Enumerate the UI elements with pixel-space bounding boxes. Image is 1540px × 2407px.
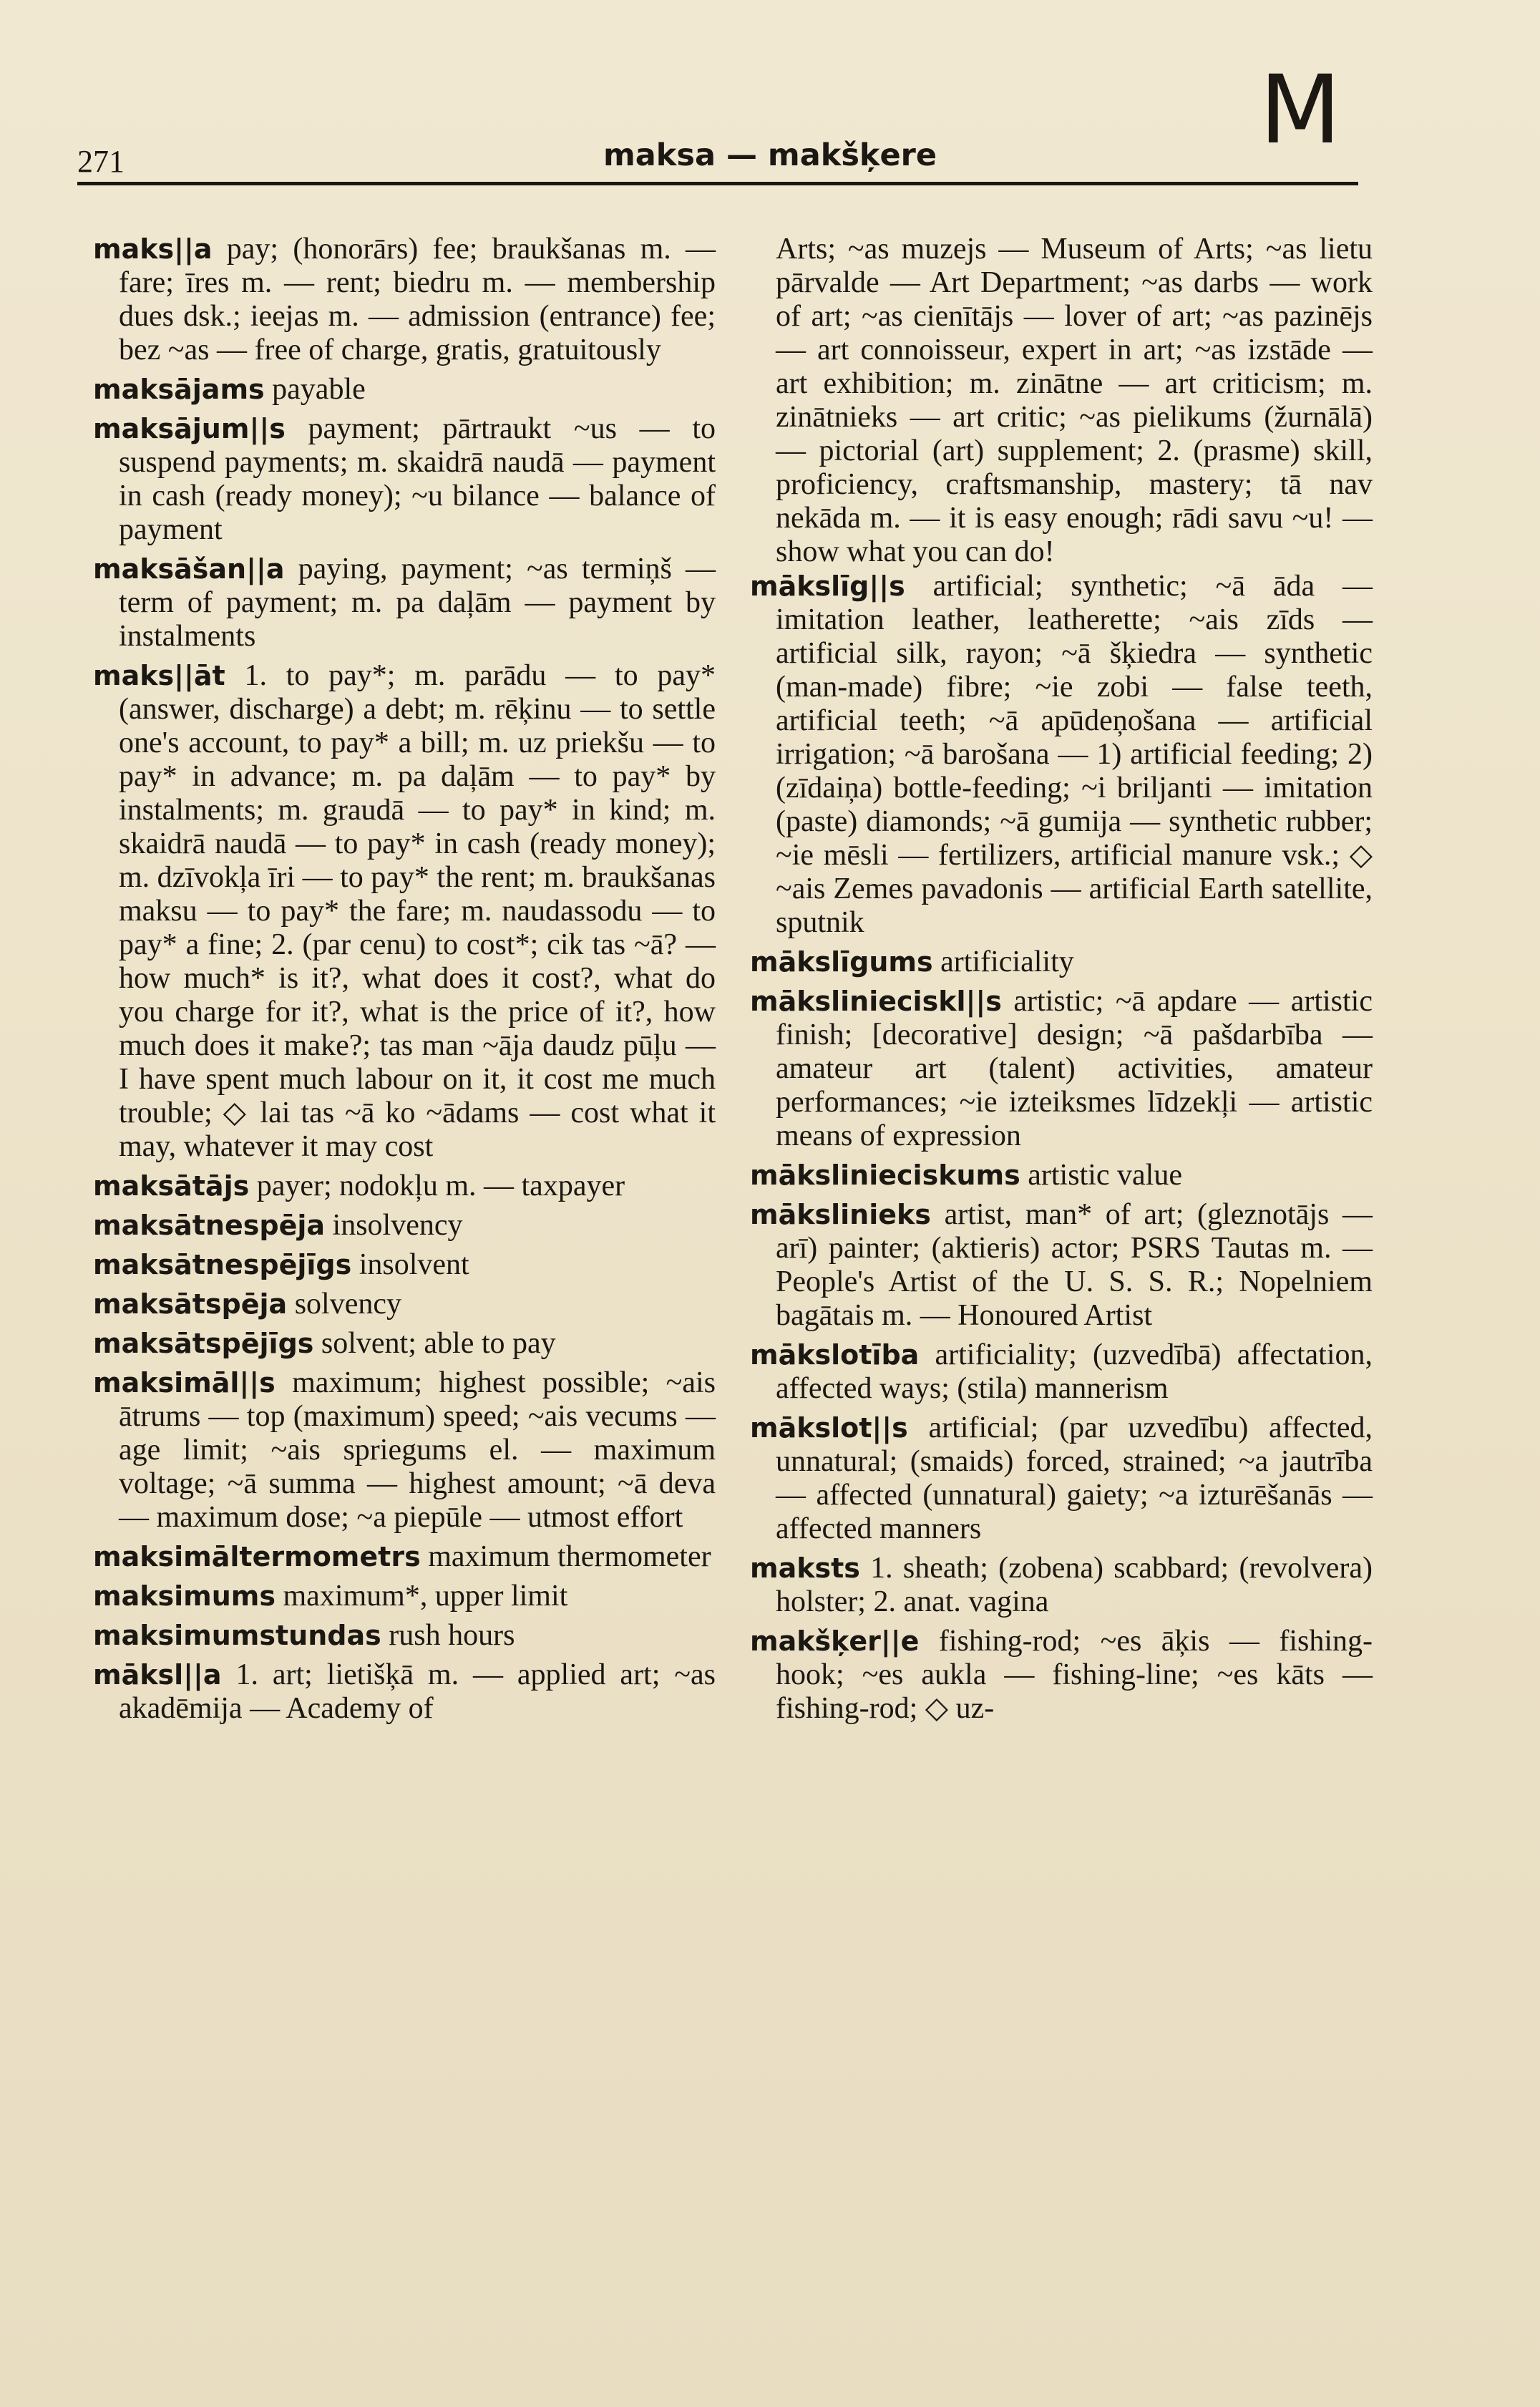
entry-definition: 1. art; lietišķā m. — applied art; ~as akadēmija — Academy of <box>119 1658 716 1725</box>
entry-headword: maksātnespējīgs <box>93 1249 352 1280</box>
dictionary-entry <box>750 945 1373 979</box>
entry-definition: maximum; highest possible; ~ais ātrums — top (maximum) speed; ~ais vecums — age limit; ~ais spriegums el. — maximum voltage; ~ā summa — highest amount; ~ā deva — maximum dose; ~a piepūle — utmost effort <box>119 1366 716 1534</box>
entry-headword: mākslīgums <box>750 946 933 978</box>
entry-definition: insolvent <box>351 1248 469 1281</box>
entry-definition: maximum thermometer <box>420 1540 711 1573</box>
entry-definition: fishing-rod; ~es āķis — fishing-hook; ~es aukla — fishing-line; ~es kāts — fishing-rod; ◇ uz- <box>776 1625 1373 1725</box>
entry-headword: mākslot||s <box>750 1412 908 1444</box>
right-column <box>750 233 1373 1726</box>
entry-headword: maksātspēja <box>93 1288 288 1320</box>
entry-headword: māksl||a <box>93 1659 222 1691</box>
dictionary-entry <box>750 1552 1373 1619</box>
entry-definition: insolvency <box>325 1209 463 1242</box>
entry-headword: mākslinieks <box>750 1199 931 1230</box>
entry-definition: rush hours <box>381 1619 515 1652</box>
dictionary-entry <box>750 985 1373 1153</box>
dictionary-entry <box>750 1338 1373 1406</box>
entry-definition: paying, payment; ~as termiņš — term of payment; m. pa daļām — payment by instalments <box>119 553 716 653</box>
dictionary-entry <box>93 1366 716 1535</box>
dictionary-entry <box>750 1625 1373 1726</box>
dictionary-entry <box>750 570 1373 940</box>
entry-headword: maksimāltermometrs <box>93 1541 421 1572</box>
dictionary-entry <box>750 1159 1373 1192</box>
entry-definition: artistic value <box>1020 1159 1182 1192</box>
entry-definition: payable <box>264 373 366 406</box>
dictionary-entry <box>750 1411 1373 1546</box>
entry-definition: payer; nodokļu m. — taxpayer <box>249 1170 625 1202</box>
dictionary-entry <box>93 1288 716 1321</box>
header-rule <box>77 182 1358 185</box>
entry-headword: mākslinieciskl||s <box>750 986 1002 1017</box>
dictionary-entry <box>93 1540 716 1574</box>
dictionary-entry <box>93 373 716 407</box>
entry-definition: artistic; ~ā apdare — artistic finish; [decorative] design; ~ā pašdarbība — amateur art (talent) activities, amateur performances; ~ie izteiksmes līdzekļi — artistic means of expression <box>776 985 1373 1152</box>
dictionary-entry <box>93 1170 716 1203</box>
dictionary-entry <box>750 1198 1373 1333</box>
entry-definition: solvency <box>287 1288 401 1321</box>
dictionary-entry <box>93 553 716 653</box>
dictionary-entry <box>93 1327 716 1361</box>
entry-definition: solvent; able to pay <box>313 1327 556 1360</box>
running-head: maksa — makšķere <box>603 137 937 173</box>
entry-definition: artificial; synthetic; ~ā āda — imitation leather, leatherette; ~ais zīds — artificial silk, rayon; ~ā šķiedra — synthetic (man-made) fibre; ~ie zobi — false teeth, artificial teeth; ~ā apūdeņošana — artificial irrigation; ~ā barošana — 1) artificial feeding; 2) (zīdaiņa) bottle-feeding; ~i briljanti — imitation (paste) diamonds; ~ā gumija — synthetic rubber; ~ie mēsli — fertilizers, artificial manure vsk.; ◇ ~ais Zemes pavadonis — artificial Earth satellite, sputnik <box>776 570 1373 939</box>
dictionary-entry <box>93 412 716 547</box>
left-column <box>93 233 716 1726</box>
entry-definition: pay; (honorārs) fee; braukšanas m. — fare; īres m. — rent; biedru m. — membership dues dsk.; ieejas m. — admission (entrance) fee; bez ~as — free of charge, gratis, gratuitously <box>119 233 716 366</box>
entry-definition: 1. to pay*; m. parādu — to pay* (answer, discharge) a debt; m. rēķinu — to settle one's account, to pay* a bill; m. uz priekšu — to pay* in advance; m. pa daļām — to pay* by instalments; m. graudā — to pay* in kind; m. skaidrā naudā — to pay* in cash (ready money); m. dzīvokļa īri — to pay* the rent; m. braukšanas maksu — to pay* the fare; m. naudassodu — to pay* a fine; 2. (par cenu) to cost*; cik tas ~ā? — how much* is it?, what does it cost?, what do you charge for it?, what is the price of it?, how much does it make?; tas man ~āja daudz pūļu — I have spent much labour on it, it cost me much trouble; ◇ lai tas ~ā ko ~ādams — cost what it may, whatever it may cost <box>119 659 716 1163</box>
dictionary-entry <box>93 1248 716 1282</box>
entry-headword: maksts <box>750 1552 860 1584</box>
entry-definition: payment; pārtraukt ~us — to suspend payments; m. skaidrā naudā — payment in cash (ready money); ~u bilance — balance of payment <box>119 412 716 546</box>
entry-definition: maximum*, upper limit <box>276 1580 568 1613</box>
dictionary-entry <box>93 1580 716 1613</box>
entry-headword: maksājum||s <box>93 413 286 444</box>
entry-headword: maksimāl||s <box>93 1367 276 1399</box>
dictionary-entry <box>93 1209 716 1243</box>
entry-headword: mākslotība <box>750 1339 920 1371</box>
entry-definition: 1. sheath; (zobena) scabbard; (revolvera) holster; 2. anat. vagina <box>776 1552 1373 1618</box>
entry-definition: artificiality <box>932 945 1074 978</box>
dictionary-entry <box>93 1658 716 1726</box>
dictionary-entry <box>93 233 716 367</box>
dictionary-entry <box>93 1619 716 1653</box>
entry-headword: maksātnespēja <box>93 1210 326 1241</box>
entry-continuation: Arts; ~as muzejs — Museum of Arts; ~as lietu pārvalde — Art Department; ~as darbs — work of art; ~as cienītājs — lover of art; ~as pazinējs — art connoisseur, expert in art; ~as izstāde — art exhibition; m. zinātne — art criticism; m. zinātnieks — art critic; ~as pielikums (žurnālā) — pictorial (art) supplement; 2. (prasme) skill, proficiency, craftsmanship, mastery; tā nav nekāda m. — it is easy enough; rādi savu ~u! — show what you can do! <box>776 233 1373 568</box>
entry-headword: maksāšan||a <box>93 553 285 585</box>
entry-definition: artificial; (par uzvedību) affected, unnatural; (smaids) forced, strained; ~a jautrība — affected (unnatural) gaiety; ~a izturēšanās — affected manners <box>776 1411 1373 1545</box>
entry-headword: maksimumstundas <box>93 1620 381 1651</box>
entry-definition: artificiality; (uzvedībā) affectation, affected ways; (stila) mannerism <box>776 1338 1373 1405</box>
entry-headword: maks||a <box>93 233 213 265</box>
entry-headword: makšķer||e <box>750 1625 920 1657</box>
dictionary-entry <box>93 659 716 1164</box>
page-number: 271 <box>77 144 125 179</box>
entry-headword: maksājams <box>93 374 265 405</box>
entry-definition: artist, man* of art; (gleznotājs — arī) painter; (aktieris) actor; PSRS Tautas m. — People's Artist of the U. S. S. R.; Nopelniem bagātais m. — Honoured Artist <box>776 1198 1373 1332</box>
entry-headword: maksimums <box>93 1580 276 1612</box>
entry-headword: mākslīg||s <box>750 570 905 602</box>
entry-headword: maksātspējīgs <box>93 1328 314 1359</box>
entry-headword: mākslinieciskums <box>750 1159 1020 1191</box>
entry-headword: maksātājs <box>93 1170 250 1202</box>
entry-headword: maks||āt <box>93 660 225 691</box>
section-letter: M <box>1259 55 1341 165</box>
